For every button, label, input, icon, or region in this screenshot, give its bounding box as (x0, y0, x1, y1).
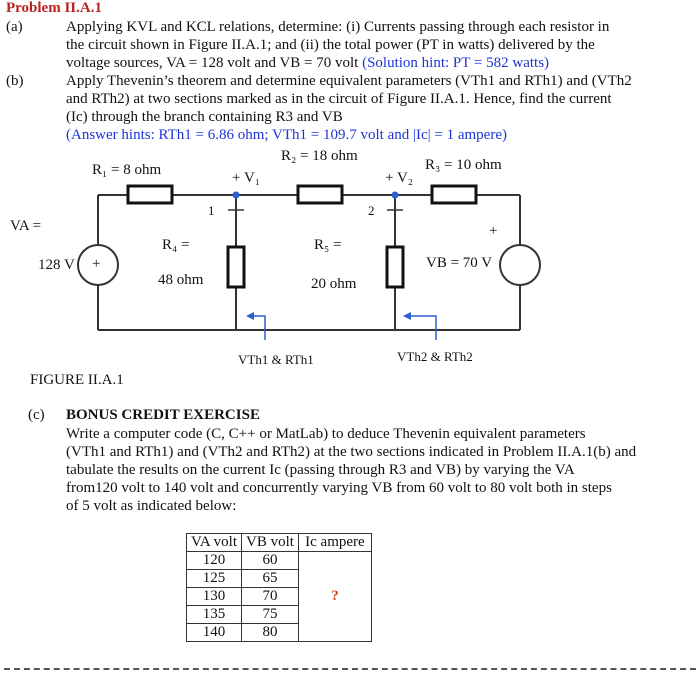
resistor-r1 (128, 186, 172, 203)
resistor-r2 (298, 186, 342, 203)
cell-ic-unknown (298, 552, 371, 642)
r2-label: R₂ = 18 ohm (281, 148, 358, 164)
part-a-line-2: the circuit shown in Figure II.A.1; and (ii) the total power (PT in watts) delivered by the (66, 37, 595, 53)
section-divider (4, 668, 696, 670)
va-label: VA = (10, 218, 42, 234)
part-a-solution-hint: (Solution hint: PT = 582 watts) (362, 55, 550, 71)
r5-value: 20 ohm (311, 276, 357, 292)
part-b-line-3: (Ic) through the branch containing R3 and VB (66, 109, 343, 125)
voltage-source-vb (500, 245, 540, 285)
va-plus-sign: + (92, 256, 101, 272)
cell-va: 125 (187, 570, 242, 588)
v2-label: + V₂ (385, 170, 414, 186)
part-c-line-2: (VTh1 and RTh1) and (VTh2 and RTh2) at the two sections indicated in Problem II.A.1(b) and (66, 444, 637, 460)
header-vb: VB volt (242, 534, 299, 552)
part-c-line-4: from120 volt to 140 volt and concurrently varying VB from 60 volt to 80 volt both in steps (66, 480, 612, 496)
r4-label: R₄ = (162, 237, 190, 253)
part-c-line-3: tabulate the results on the current Ic (passing through R3 and VB) by varying the VA (66, 462, 575, 478)
node-1-dot (233, 192, 240, 199)
cell-va: 140 (187, 624, 242, 642)
thevenin-1-arrow (248, 316, 265, 340)
thevenin-1-label: VTh1 & RTh1 (238, 352, 314, 367)
resistor-r5 (387, 247, 403, 287)
cell-va: 120 (187, 552, 242, 570)
v1-label: + V₁ (232, 170, 261, 186)
r1-label: R₁ = 8 ohm (92, 162, 162, 178)
results-table (186, 533, 372, 642)
unknown-mark: ? (331, 588, 339, 604)
part-c-label: (c) (28, 407, 45, 423)
table-row (187, 552, 372, 570)
resistor-r4 (228, 247, 244, 287)
node-1-label: 1 (208, 203, 215, 218)
part-b-label: (b) (6, 73, 24, 89)
header-ic: Ic ampere (298, 534, 371, 552)
cell-vb: 60 (242, 552, 299, 570)
part-b-line-2: and RTh2) at two sections marked as in the circuit of Figure II.A.1. Hence, find the current (66, 91, 612, 107)
node-2-label: 2 (368, 203, 375, 218)
part-b-line-1: Apply Thevenin’s theorem and determine equivalent parameters (VTh1 and RTh1) and (VTh2 (66, 73, 632, 89)
cell-vb: 70 (242, 588, 299, 606)
problem-title: Problem II.A.1 (6, 0, 102, 16)
cell-vb: 65 (242, 570, 299, 588)
part-c-line-5: of 5 volt as indicated below: (66, 498, 237, 514)
vb-plus-sign: + (489, 223, 498, 239)
r5-label: R₅ = (314, 237, 342, 253)
cell-va: 130 (187, 588, 242, 606)
resistor-r3 (432, 186, 476, 203)
part-b-answer-hint: (Answer hints: RTh1 = 6.86 ohm; VTh1 = 109.7 volt and |Ic| = 1 ampere) (66, 127, 507, 143)
r3-label: R₃ = 10 ohm (425, 157, 502, 173)
header-va: VA volt (187, 534, 242, 552)
va-value: 128 V (38, 257, 75, 273)
part-c-line-1: Write a computer code (C, C++ or MatLab) to deduce Thevenin equivalent parameters (66, 426, 586, 442)
figure-caption: FIGURE II.A.1 (30, 372, 124, 388)
part-a-line-1: Applying KVL and KCL relations, determine: (i) Currents passing through each resistor in (66, 19, 610, 35)
thevenin-2-label: VTh2 & RTh2 (397, 349, 473, 364)
table-header-row (187, 534, 372, 552)
node-2-dot (392, 192, 399, 199)
part-a-line-3 (66, 54, 549, 72)
part-c-heading: BONUS CREDIT EXERCISE (66, 407, 260, 423)
part-a-label: (a) (6, 19, 23, 35)
cell-vb: 80 (242, 624, 299, 642)
cell-va: 135 (187, 606, 242, 624)
r4-value: 48 ohm (158, 272, 204, 288)
thevenin-2-arrow (405, 316, 436, 340)
cell-vb: 75 (242, 606, 299, 624)
vb-label: VB = 70 V (426, 255, 493, 271)
part-a-line-3-text: voltage sources, VA = 128 volt and VB = 70 volt (66, 55, 359, 71)
